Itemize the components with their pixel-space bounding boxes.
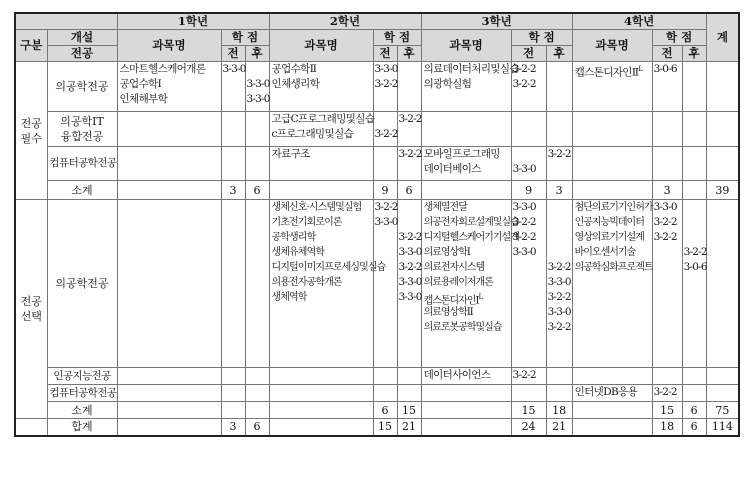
cell-line: [399, 215, 420, 230]
cell-line: [513, 260, 545, 275]
el-sub-y3: [421, 402, 511, 419]
header-credit-3: 학 점: [511, 30, 572, 46]
header-second-1: 후: [245, 46, 269, 62]
el-ai-y4-first: [652, 368, 682, 385]
cell-line: [684, 62, 705, 77]
header-second-3: 후: [546, 46, 572, 62]
req-bme-y1-subjects: [117, 62, 221, 112]
cell-line: [548, 162, 571, 177]
el-sub-y2: [269, 402, 373, 419]
el-bme-y3-subjects: [421, 200, 519, 368]
elective-subtotal-label: 소계: [47, 402, 117, 419]
header-subject-1: 과목명: [117, 30, 221, 62]
el-bme-y2-first: [373, 200, 397, 368]
cell-line: [375, 275, 396, 290]
cell-line: [513, 305, 545, 320]
req-sub-y1-second: 6: [245, 181, 269, 200]
cell-line: [548, 245, 571, 260]
cell-line: 3-3-0: [512, 201, 536, 213]
cell-line: 3-2-2: [512, 369, 536, 381]
cell-line: 생체역학: [271, 292, 307, 303]
req-bme-y1-second: [245, 62, 269, 112]
cell-line: 3-2-2: [398, 148, 422, 160]
el-bme-total: [706, 200, 739, 368]
cell-line: 모바일프로그래밍: [423, 148, 500, 160]
el-bme-y4-first: [652, 200, 682, 368]
cell-line: 의공전자회로설계및실습: [423, 217, 519, 228]
el-sub-y3-second: 18: [546, 402, 572, 419]
cell-line: 캡스톤디자인Ⅰ$^L$: [423, 293, 483, 307]
cell-line: [548, 200, 571, 215]
el-cse-y4-second: [682, 385, 706, 402]
cell-line: 공학생리학: [271, 232, 316, 243]
cell-line: [684, 385, 705, 400]
cell-line: 3-3-0: [547, 276, 571, 288]
el-ai-y2-first: [373, 368, 397, 385]
req-sub-total: 39: [706, 181, 739, 200]
header-subject-2: 과목명: [269, 30, 373, 62]
el-cse-y3-subjects: [421, 385, 511, 402]
cell-line: [654, 260, 681, 275]
req-cse-total: [706, 147, 739, 181]
cell-line: 디지털이미지프로세싱및실습: [271, 262, 386, 273]
gt-y2-second: 21: [397, 419, 421, 436]
el-cse-y2-second: [397, 385, 421, 402]
cell-line: 3-2-2: [374, 78, 398, 90]
cell-line: 인터넷DB응용: [574, 386, 638, 398]
el-ai-y1-second: [245, 368, 269, 385]
el-sub-y4: [572, 402, 652, 419]
el-cse-total: [706, 385, 739, 402]
cell-line: [399, 77, 420, 92]
cell-line: 스마트헬스케어개론: [119, 63, 206, 75]
req-cse-y4-second: [682, 147, 706, 181]
req-cse-y1-first: [221, 147, 245, 181]
req-it-y4-first: [652, 112, 682, 147]
header-year-1: 1학년: [117, 13, 269, 30]
gt-y4: [572, 419, 652, 436]
header-first-2: 전: [373, 46, 397, 62]
header-year-4: 4학년: [572, 13, 706, 30]
req-bme-y2-first: [373, 62, 397, 112]
cell-line: 의공학심화프로젝트: [574, 262, 653, 273]
gt-total: 114: [706, 419, 739, 436]
cell-line: 3-3-0: [512, 163, 536, 175]
req-sub-y3: [421, 181, 511, 200]
header-total: 계: [706, 13, 739, 62]
cell-line: 공업수학Ⅱ: [271, 63, 317, 75]
elective-major-ai: 인공지능전공: [47, 368, 117, 385]
cell-line: 3-2-2: [683, 246, 707, 258]
req-cse-y1-subjects: [117, 147, 221, 181]
req-bme-y1-first: [221, 62, 245, 112]
req-cse-y3-subjects: [421, 147, 511, 181]
cell-line: [375, 147, 396, 162]
cell-line: 3-3-0: [246, 78, 270, 90]
header-subject-4: 과목명: [572, 30, 652, 62]
cell-line: 3-2-2: [653, 386, 677, 398]
required-label: 전공 필수: [15, 62, 47, 200]
cell-line: 자료구조: [271, 148, 310, 160]
cell-line: [548, 230, 571, 245]
header-first-3: 전: [511, 46, 546, 62]
cell-line: 3-2-2: [653, 231, 677, 243]
req-it-y4-subjects: [572, 112, 652, 147]
cell-line: 데이터사이언스: [423, 369, 491, 381]
cell-line: 3-3-0: [653, 201, 677, 213]
required-major-bme: 의공학전공: [47, 62, 117, 112]
cell-line: [513, 275, 545, 290]
req-bme-y3-first: [511, 62, 546, 112]
curriculum-table: [14, 12, 740, 437]
cell-line: 3-3-0: [374, 216, 398, 228]
gt-y3: [421, 419, 511, 436]
req-cse-y2-first: [373, 147, 397, 181]
cell-line: 3-3-0: [547, 306, 571, 318]
header-first-4: 전: [652, 46, 682, 62]
required-subtotal-label: 소계: [47, 181, 117, 200]
el-bme-y4-second: [682, 200, 706, 368]
gt-y2-first: 15: [373, 419, 397, 436]
cell-line: 첨단의료기기인허가: [574, 202, 653, 213]
header-first-1: 전: [221, 46, 245, 62]
el-bme-y3-second: [546, 200, 572, 368]
cell-line: 의료전자시스템: [423, 262, 485, 273]
cell-line: 3-2-2: [512, 78, 536, 90]
req-bme-y2-second: [397, 62, 421, 112]
header-year-3: 3학년: [421, 13, 572, 30]
gt-y3-second: 21: [546, 419, 572, 436]
req-sub-y3-second: 3: [546, 181, 572, 200]
header-credit-2: 학 점: [373, 30, 421, 46]
cell-line: [399, 200, 420, 215]
cell-line: 인체생리학: [271, 78, 320, 90]
req-cse-y4-first: [652, 147, 682, 181]
cell-line: 3-3-0: [374, 63, 398, 75]
gt-y1-second: 6: [245, 419, 269, 436]
el-sub-total: 75: [706, 402, 739, 419]
header-major-open: 개설: [47, 30, 117, 46]
req-it-y1-subjects: [117, 112, 221, 147]
header-second-2: 후: [397, 46, 421, 62]
el-sub-y4-first: 15: [652, 402, 682, 419]
cell-line: [375, 290, 396, 305]
el-ai-y4-subjects: [572, 368, 652, 385]
el-cse-y1-second: [245, 385, 269, 402]
cell-line: [247, 62, 268, 77]
cell-line: [375, 230, 396, 245]
cell-line: 3-2-2: [653, 216, 677, 228]
el-bme-y1-first: [221, 200, 245, 368]
cell-line: 3-3-0: [398, 276, 422, 288]
sup-mark: L: [478, 293, 483, 301]
cell-line: [684, 215, 705, 230]
cell-line: 생체열전달: [423, 202, 467, 213]
cell-line: 3-2-2: [547, 321, 571, 333]
required-major-bmeit: 의공학IT 융합전공: [47, 112, 117, 147]
el-cse-y4-first: [652, 385, 682, 402]
cell-line: [399, 127, 420, 142]
cell-line: 의료데이터처리및실습: [423, 63, 519, 75]
req-cse-y2-second: [397, 147, 421, 181]
req-it-y2-first: [373, 112, 397, 147]
req-bme-y4-first: [652, 62, 682, 112]
cell-line: 인체해부학: [119, 93, 168, 105]
el-bme-y3-first: [511, 200, 546, 368]
cell-line: 3-3-0: [222, 63, 246, 75]
req-it-y3-subjects: [421, 112, 511, 147]
cell-line: [548, 77, 571, 92]
cell-line: 3-3-0: [512, 246, 536, 258]
cell-line: [513, 320, 545, 335]
cell-line: 인공지능빅데이터: [574, 217, 644, 228]
grand-total-blank: [15, 419, 47, 436]
req-bme-y2-subjects: [269, 62, 373, 112]
req-it-y1-second: [245, 112, 269, 147]
el-ai-y3-subjects: [421, 368, 511, 385]
req-sub-y3-first: 9: [511, 181, 546, 200]
cell-line: [513, 290, 545, 305]
cell-line: 의용전자공학개론: [271, 277, 342, 288]
header-major: 전공: [47, 46, 117, 62]
header-second-4: 후: [682, 46, 706, 62]
cell-line: 3-2-2: [398, 113, 422, 125]
cell-line: 3-2-2: [512, 216, 536, 228]
req-sub-y1-first: 3: [221, 181, 245, 200]
req-it-y3-first: [511, 112, 546, 147]
cell-line: 3-0-6: [653, 63, 677, 75]
el-sub-y2-first: 6: [373, 402, 397, 419]
cell-line: 3-2-2: [398, 261, 422, 273]
header-year-2: 2학년: [269, 13, 421, 30]
cell-line: 3-2-2: [398, 231, 422, 243]
elective-label: 전공 선택: [15, 200, 47, 419]
el-ai-y2-second: [397, 368, 421, 385]
el-cse-y1-subjects: [117, 385, 221, 402]
header-credit-4: 학 점: [652, 30, 706, 46]
cell-line: 3-2-2: [547, 261, 571, 273]
elective-major-bme: 의공학전공: [47, 200, 117, 368]
cell-line: [399, 62, 420, 77]
el-ai-total: [706, 368, 739, 385]
req-bme-total: [706, 62, 739, 112]
cell-line: [223, 92, 244, 107]
el-cse-y4-subjects: [572, 385, 652, 402]
cell-line: 3-2-2: [547, 291, 571, 303]
cell-line: [654, 245, 681, 260]
el-sub-y4-second: 6: [682, 402, 706, 419]
header-subject-3: 과목명: [421, 30, 511, 62]
cell-line: 영상의료기기설계: [574, 232, 644, 243]
header-credit-1: 학 점: [221, 30, 269, 46]
gt-y2: [269, 419, 373, 436]
el-cse-y3-second: [546, 385, 572, 402]
cell-line: 생체신호·시스템및실험: [271, 202, 362, 213]
cell-line: 의료용레이저개론: [423, 277, 493, 288]
req-it-y2-subjects: [269, 112, 373, 147]
cell-line: 기초전기회로이론: [271, 217, 342, 228]
req-it-y3-second: [546, 112, 572, 147]
gt-y3-first: 24: [511, 419, 546, 436]
req-cse-y4-subjects: [572, 147, 652, 181]
req-cse-y2-subjects: [269, 147, 373, 181]
cell-line: 3-2-2: [512, 63, 536, 75]
cell-line: 3-2-2: [374, 201, 398, 213]
el-sub-y2-second: 15: [397, 402, 421, 419]
cell-line: 3-2-2: [512, 231, 536, 243]
el-bme-y1-subjects: [117, 200, 221, 368]
req-sub-y4: [572, 181, 652, 200]
cell-line: c프로그래밍및실습: [271, 128, 354, 140]
cell-line: [548, 368, 571, 383]
req-sub-y2-first: 9: [373, 181, 397, 200]
req-it-total: [706, 112, 739, 147]
el-ai-y3-second: [546, 368, 572, 385]
gt-y1-first: 3: [221, 419, 245, 436]
cell-line: [375, 245, 396, 260]
cell-line: [375, 112, 396, 127]
el-sub-y1: [117, 402, 221, 419]
cell-line: [548, 215, 571, 230]
el-ai-y1-subjects: [117, 368, 221, 385]
cell-line: 3-2-2: [547, 148, 571, 160]
el-sub-y3-first: 15: [511, 402, 546, 419]
cell-line: 의료영상학Ⅱ: [423, 307, 473, 318]
el-ai-y4-second: [682, 368, 706, 385]
req-sub-y2: [269, 181, 373, 200]
req-it-y2-second: [397, 112, 421, 147]
req-bme-y4-second: [682, 62, 706, 112]
cell-line: [223, 77, 244, 92]
el-bme-y1-second: [245, 200, 269, 368]
el-cse-y2-first: [373, 385, 397, 402]
cell-line: 3-3-0: [398, 246, 422, 258]
cell-line: 3-0-6: [683, 261, 707, 273]
cell-line: [684, 200, 705, 215]
cell-line: 3-2-2: [374, 128, 398, 140]
req-cse-y1-second: [245, 147, 269, 181]
cell-line: 의광학실험: [423, 78, 472, 90]
header-division: 구분: [15, 30, 47, 62]
cell-line: [548, 62, 571, 77]
cell-line: 바이오센서기술: [574, 247, 636, 258]
req-it-y4-second: [682, 112, 706, 147]
cell-line: 생체유체역학: [271, 247, 325, 258]
el-bme-y4-subjects: [572, 200, 652, 368]
req-bme-y4-subjects: 캡스톤디자인Ⅱ$^L$: [572, 62, 652, 112]
cell-line: 디지털헬스케어기기설계: [423, 232, 519, 243]
req-sub-y4-first: 3: [652, 181, 682, 200]
el-sub-y1-first: [221, 402, 245, 419]
req-bme-y3-subjects: [421, 62, 519, 112]
grand-total-label: 합계: [47, 419, 117, 436]
header-division-top: [15, 13, 117, 30]
el-bme-y2-second: [397, 200, 421, 368]
req-sub-y2-second: 6: [397, 181, 421, 200]
el-ai-y2-subjects: [269, 368, 373, 385]
required-major-cse: 컴퓨터공학전공: [47, 147, 117, 181]
gt-y4-first: 18: [652, 419, 682, 436]
cell-line: [513, 147, 545, 162]
req-cse-y3-second: [546, 147, 572, 181]
cell-line: 고급C프로그래밍및실습: [271, 113, 375, 125]
cell-line: 공업수학Ⅰ: [119, 78, 162, 90]
cell-line: 의료로봇공학및실습: [423, 322, 502, 333]
gt-y1: [117, 419, 221, 436]
el-sub-y1-second: [245, 402, 269, 419]
cell-line: 데이터베이스: [423, 163, 481, 175]
el-cse-y2-subjects: [269, 385, 373, 402]
cell-line: 3-3-0: [246, 93, 270, 105]
req-bme-y3-second: [546, 62, 572, 112]
cell-line: 3-3-0: [398, 291, 422, 303]
gt-y4-second: 6: [682, 419, 706, 436]
req-sub-y1: [117, 181, 221, 200]
elective-major-cse: 컴퓨터공학전공: [47, 385, 117, 402]
req-cse-y3-first: [511, 147, 546, 181]
req-sub-y4-second: [682, 181, 706, 200]
el-ai-y3-first: [511, 368, 546, 385]
el-cse-y3-first: [511, 385, 546, 402]
req-it-y1-first: [221, 112, 245, 147]
el-ai-y1-first: [221, 368, 245, 385]
cell-line: 의료영상학Ⅰ: [423, 247, 470, 258]
el-cse-y1-first: [221, 385, 245, 402]
cell-line: [684, 230, 705, 245]
